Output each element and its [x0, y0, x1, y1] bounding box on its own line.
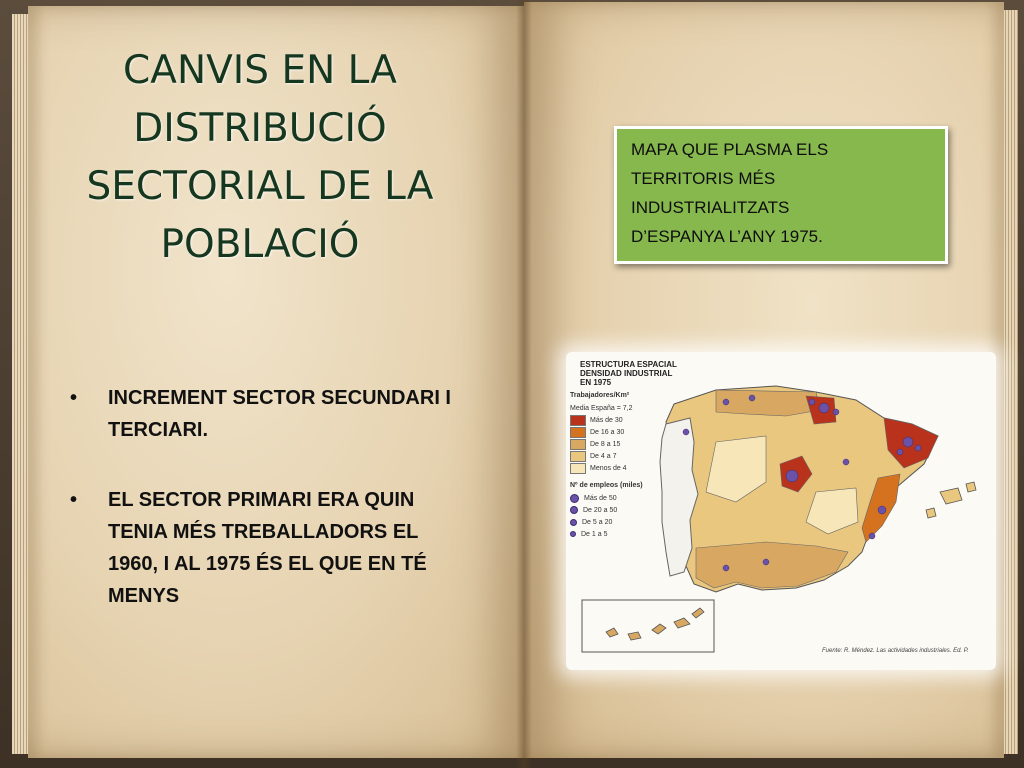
- north-region: [716, 390, 820, 416]
- legend-item: [570, 450, 643, 462]
- map-title-line: ESTRUCTURA ESPACIAL: [580, 360, 677, 369]
- circle-marker-icon: [570, 531, 576, 537]
- bullet-line: 1960, I AL 1975 ÉS EL QUE EN TÉ: [108, 553, 427, 575]
- legend-swatch: [570, 427, 586, 438]
- map-source: Fuente: R. Méndez. Las actividades industriales. Ed. P.: [822, 648, 969, 654]
- callout-box: [614, 126, 948, 264]
- bullet-line: TERCIARI.: [108, 419, 208, 441]
- canary-inset-frame: [582, 600, 714, 652]
- bullet-dot: •: [70, 387, 78, 409]
- legend-item: [570, 462, 643, 474]
- legend-item: [570, 492, 643, 504]
- legend-item: [570, 426, 643, 438]
- legend-title: Trabajadores/Km²: [570, 392, 630, 399]
- legend-item: [570, 438, 643, 450]
- bullet-line: TENIA MÉS TREBALLADORS EL: [108, 521, 419, 543]
- callout-line: INDUSTRIALITZATS: [631, 198, 790, 217]
- map-title-line: EN 1975: [580, 378, 612, 387]
- callout-line: MAPA QUE PLASMA ELS: [631, 140, 829, 159]
- andalucia-region: [696, 542, 848, 588]
- callout-line: D’ESPANYA L’ANY 1975.: [631, 227, 823, 246]
- employment-legend-title: Nº de empleos (miles): [570, 482, 643, 489]
- legend-swatch: [570, 415, 586, 426]
- legend-label: Más de 50: [584, 494, 617, 502]
- legend-item: [570, 414, 643, 426]
- bullet-dot: •: [70, 489, 78, 511]
- legend-label: Más de 30: [590, 416, 623, 424]
- bullet-item: [70, 484, 520, 612]
- balearic-islands: [940, 488, 962, 504]
- map-legend: [570, 390, 643, 540]
- legend-subtitle: Media España = 7,2: [570, 404, 633, 412]
- circle-marker-icon: [570, 519, 577, 526]
- legend-item: [570, 504, 643, 516]
- circle-marker-icon: [570, 506, 578, 514]
- map-title: [580, 360, 677, 387]
- legend-swatch: [570, 451, 586, 462]
- legend-item: [570, 528, 643, 540]
- legend-label: De 5 a 20: [582, 518, 613, 526]
- legend-label: De 1 a 5: [581, 530, 608, 538]
- bullet-item: [70, 382, 520, 446]
- legend-label: Menos de 4: [590, 464, 627, 472]
- legend-swatch: [570, 439, 586, 450]
- legend-label: De 16 a 30: [590, 428, 625, 436]
- circle-marker-icon: [570, 494, 579, 503]
- legend-label: De 8 a 15: [590, 440, 621, 448]
- callout-line: TERRITORIS MÉS: [631, 169, 776, 188]
- balearic-islands: [966, 482, 976, 492]
- slide-title: [60, 42, 460, 274]
- title-line: SECTORIAL DE LA: [86, 164, 434, 209]
- bullet-line: INCREMENT SECTOR SECUNDARI I: [108, 387, 451, 409]
- title-line: POBLACIÓ: [160, 222, 360, 267]
- legend-label: De 20 a 50: [583, 506, 618, 514]
- legend-swatch: [570, 463, 586, 474]
- title-line: CANVIS EN LA: [123, 48, 397, 93]
- bullet-line: EL SECTOR PRIMARI ERA QUIN: [108, 489, 415, 511]
- legend-label: De 4 a 7: [590, 452, 617, 460]
- legend-item: [570, 516, 643, 528]
- map-title-line: DENSIDAD INDUSTRIAL: [580, 369, 673, 378]
- bullet-list: [70, 382, 520, 650]
- canary-islands: [606, 608, 704, 640]
- title-line: DISTRIBUCIÓ: [133, 106, 387, 151]
- industrial-density-map: [566, 352, 996, 670]
- book-page-edges-right: [1002, 10, 1018, 754]
- balearic-islands: [926, 508, 936, 518]
- bullet-line: MENYS: [108, 585, 180, 607]
